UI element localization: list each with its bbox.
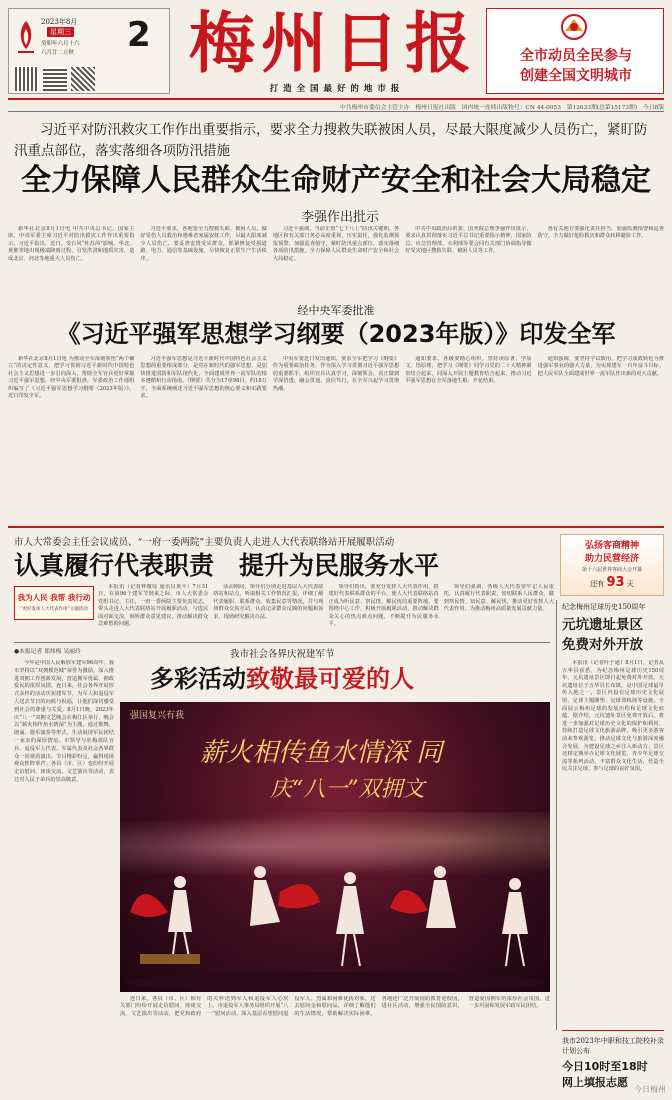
- fourth-headline: [150, 664, 550, 694]
- fourth-headline-b: 致敬最可爱的人: [246, 665, 414, 693]
- fourth-left-body: 今年是中国人民解放军建军96周年。我市坚持以“双拥模范城”荣誉为激励，深入推进双拥工作创新发展，营造拥军优属、拥政爱民的浓厚氛围。连日来，社会各界开展形式多样的活动庆祝建军节，为军人和退役军人送去节日的问候与祝福，让他们深切感受到社会的尊重与关爱。8月1日晚，2023年庆“八一”双拥文艺晚会在梅江区举行，晚会以“薪火相传鱼水情深”为主题，通过歌舞、朗诵、器乐演奏等形式，生动展现军民团结一家亲的深厚情谊。市领导与驻梅部队官兵、退役军人代表、军属代表及社会各界群众一同观看演出。节目精彩纷呈，赢得现场观众阵阵掌声。各县（市、区）也纷纷开展走访慰问、座谈交流、文艺演出等活动，表达对人民子弟兵的崇高敬意。: [14, 660, 114, 783]
- third-tag-line1: 我为人民 我帮 我行动: [17, 593, 91, 602]
- footer-watermark: 今日梅州: [634, 1085, 666, 1094]
- photo-banner-1: 强国复兴有我: [130, 711, 185, 721]
- section-rule: [8, 526, 664, 528]
- fourth-lower-body: 连日来，各县（市、区）和有关部门纷纷开展走访慰问、座谈交流、文艺演出等活动，把党和政府的关怀送到军人和退役军人心坎上。市退役军人事务局组织开展“八一”慰问活动，深入基层看望慰问退役军人、烈属和困难优抚对象，送去慰问金和慰问品，详细了解他们的生活情况，帮助解决实际困难。各地还广泛开展国防教育进校园、进社区活动，增强全民国防意识，营造爱国拥军的浓厚社会氛围，进一步巩固和发展军政军民团结。: [120, 996, 550, 1017]
- third-body: [14, 584, 554, 638]
- third-body-col: 本报讯（记者钟微瑶 通讯员黄平）7月31日，在第96个建军节到来之际，市人大常委会党组书记、主任，一府一委两院主要负责同志，带头走进人大代表联络站开展履职活动，与选民面对面交流，倾听群众意见建议，推动解决群众急难愁盼问题。: [98, 584, 209, 628]
- info-rule: [8, 111, 664, 112]
- jobs-rule: [562, 1030, 664, 1031]
- sidebar-headline-1: 元坑遗址景区: [562, 617, 643, 633]
- masthead-ad: [486, 8, 664, 94]
- lead-intro: 习近平对防汛救灾工作作出重要指示，要求全力搜救失联被困人员，尽最大限度减少人员伤亡，紧盯防汛重点部位，落实落细各项防汛措施: [14, 122, 648, 159]
- lead-body-col: 习近平强调，当前正值“七下八上”防汛关键期，各地区和有关部门务必高度重视，压实责任，强化监测预报预警，加强巡查值守，紧盯防汛重点部位，落实落细各项防汛措施，全力保障人民群众生命财产安全和社会大局稳定。: [272, 226, 400, 262]
- right-ad-countdown: [561, 573, 663, 590]
- right-ad-line3: 第十六届世界客商大会开幕: [581, 567, 642, 573]
- jobs-notice-line1: 我市2023年中职和技工院校补录计划公布: [562, 1037, 664, 1055]
- second-headline: 《习近平强军思想学习纲要（2023年版）》印发全军: [56, 320, 616, 348]
- right-ad-countdown-label: 还有: [590, 580, 605, 588]
- third-kicker: 市人大常委会主任会议成员、“一府一委两院”主要负责人走进人大代表联络站开展履职活动: [14, 537, 395, 548]
- second-body-col: 通知强调，要坚持学以致用，把学习成效转化为推进强军事业的强大力量，为实现建军一百年奋斗目标、把人民军队全面建成世界一流军队作出新的更大贡献。: [537, 356, 665, 377]
- masthead-day-number: 2: [127, 15, 151, 55]
- third-tag-line2: “更好发挥人大代表作用”主题活动: [20, 607, 88, 612]
- photo-banner-2: 薪火相传鱼水情深 同: [200, 738, 443, 768]
- third-body-col: 领导们强调，各级人大代表要牢记人民重托，认真履行代表职责，密切联系人民群众，做到察民情、知民意、解民忧，推动更好发挥人大代表作用，为推动梅州高质量发展贡献力量。: [443, 584, 554, 613]
- third-body-col: 领导们指出，要充分发挥人大代表作用，搭建好代表联系群众的平台，使人大代表联络站真正成为听民意、察民情、解民忧的重要阵地。要围绕中心工作，积极开展履职活动，推动解决群众关心的热点难点问题，不断提升为民服务水平。: [328, 584, 439, 628]
- masthead-ad-line1: 全市动员全民参与: [520, 48, 632, 64]
- sidebar-headline-2: 免费对外开放: [562, 637, 643, 653]
- masthead-qr-icon: [71, 67, 95, 91]
- fourth-kicker: 我市社会各界庆祝建军节: [230, 649, 335, 660]
- civilization-emblem-icon: [543, 13, 605, 41]
- second-kicker: 经中央军委批准: [297, 304, 375, 317]
- second-body: [8, 356, 664, 522]
- masthead-slogan: 打 造 全 国 最 好 的 地 市 报: [269, 84, 401, 94]
- second-body-col: 通知要求，各级要精心组织，坚持读原著、学原文、悟原理，把学习《纲要》同学习党的二十大精神紧密结合起来，同深入开展主题教育结合起来，推动习近平强军思想在全军落地生根、开花结果。: [405, 356, 532, 385]
- masthead-lunar-2: 六月廿二立秋: [41, 50, 75, 56]
- lead-subhead: 李强作出批示: [300, 210, 379, 225]
- masthead-info: 中共梅州市委员会主管主办 梅州日报社出版 国内统一连续出版物号：CN 44-0053 第12633期(总第15173期) 今日8版: [339, 105, 664, 111]
- masthead-lunar-1: 癸卯年六月十六: [41, 41, 80, 47]
- fourth-headline-a: 多彩活动: [150, 665, 246, 693]
- sidebar-kicker: 纪念梅州足球历史150周年: [562, 603, 646, 611]
- right-ad-countdown-value: 93: [606, 575, 625, 590]
- jobs-notice-line2: 今日10时至18时: [562, 1060, 648, 1073]
- masthead-qr-icon: [43, 67, 67, 91]
- right-ad-line1: 弘扬客商精神: [584, 541, 639, 551]
- photo-banner-3: 庆“八一”双拥文: [270, 777, 425, 802]
- third-body-col: 活动期间，领导们分别走进基层人大代表联络站和站点，听取相关工作情况汇报，详细了解代表履职、联系群众、收集民意等情况，并与现场群众交流互动，认真记录群众反映的问题和诉求，现场研究解决办法。: [213, 584, 324, 620]
- masthead-ad-line2: 创建全国文明城市: [520, 68, 632, 84]
- lead-body-col: 中共中央政治局常委、国务院总理李强作出批示，要求认真贯彻落实习近平总书记重要指示精神，国家防总、应急管理部、水利部等要会同有关部门协调指导做好受灾地区搜救失联、被困人员等工作。: [405, 226, 532, 255]
- masthead-weekday: 星期三: [47, 27, 74, 37]
- right-ad: [560, 534, 664, 596]
- second-body-col: 习近平强军思想是习近平新时代中国特色社会主义思想的重要组成部分，是党在新时代的强军思想，是加快推进国防和军队现代化、全面建成世界一流军队的根本遵循和行动指南。《纲要》共分为17章98目，约18万字，全面系统阐述习近平强军思想的核心要义和实践要求。: [140, 356, 267, 400]
- dancers-illustration: [120, 842, 550, 992]
- third-headline: 认真履行代表职责 提升为民服务水平: [14, 551, 440, 580]
- masthead-date: 2023年8月: [41, 18, 78, 26]
- lead-body: [8, 226, 664, 298]
- second-body-col: 新华社北京8月1日电 为推动全军深刻领悟“两个确立”的决定性意义，把学习贯彻习近平新时代中国特色社会主义思想进一步引向深入，帮助全军官兵更好掌握习近平强军思想，经中央军委批准，军委政治工作部组织编写了《习近平强军思想学习纲要（2023年版）》，近日印发全军。: [8, 356, 135, 400]
- masthead-rule: [8, 98, 664, 100]
- fourth-top-rule: [14, 642, 550, 643]
- lead-headline: 全力保障人民群众生命财产安全和社会大局稳定: [21, 163, 651, 198]
- right-ad-line2: 助力民营经济: [584, 554, 639, 564]
- masthead-qr-icon: [15, 67, 39, 91]
- second-body-col: 中央军委近日发出通知，要求全军把学习《纲要》作为重要政治任务，作为深入学习贯彻习近平强军思想的重要抓手，组织官兵认真学习，深刻领会，真正做到学深悟透、融会贯通、真信笃行，在全军兴起学习贯彻热潮。: [272, 356, 400, 392]
- sidebar-divider: [556, 600, 557, 1030]
- lead-body-col: 各有关地方要强化责任担当，加强监测预警和巡查防守，全力做好抢险救灾和群众转移避险工作。: [537, 226, 665, 240]
- masthead-emblem-icon: [15, 19, 37, 59]
- right-ad-countdown-unit: 天: [626, 580, 634, 588]
- lead-body-col: 新华社北京8月1日电 中共中央总书记、国家主席、中央军委主席习近平对防汛救灾工作作出重要指示。习近平指出，近日，受台风“杜苏芮”影响，华北、黄淮等地出现极端降雨过程，引发洪涝和地质灾害，造成北京、河北等地重大人员伤亡。: [8, 226, 135, 262]
- jobs-notice-line3: 网上填报志愿: [562, 1076, 628, 1089]
- fourth-byline: ●本报记者 郑炜梅 吴丽玲: [14, 649, 81, 655]
- celebration-photo: [120, 702, 550, 992]
- masthead-title: 梅州日报: [189, 4, 477, 82]
- sidebar-body: 本报讯（记者叶子通）8月1日，记者从五华县获悉，为纪念梅州足球历史150周年，元坑遗址景区即日起免费对外开放。元坑遗址位于五华县长布镇，是中国足球最早传入地之一，景区内设有足球历史文化展馆、足球主题雕塑、足球训练场等设施，全面展示梅州足球的发展历程和足球文化底蕴。据介绍，元坑遗址景区免费开放后，将进一步加强对足球历史文化的保护和利用，持续打造足球文化旅游品牌，吸引更多游客前来参观游览，推动足球文化与旅游深度融合发展，为建设足球之乡注入新动力。景区还将定期举办足球文化展览、青少年足球交流等系列活动，丰富群众文化生活，营造全民关注足球、参与足球的良好氛围。: [562, 660, 664, 773]
- masthead-date-box: [8, 8, 170, 94]
- lead-body-col: 习近平要求，各地要全力搜救失联、被困人员，做好受伤人员救治和遇难者家属安抚工作，尽最大限度减少人员伤亡。要妥善安置受灾群众，抓紧修复受损道路、电力、通信等基础设施，尽快恢复正常生产生活秩序。: [140, 226, 267, 262]
